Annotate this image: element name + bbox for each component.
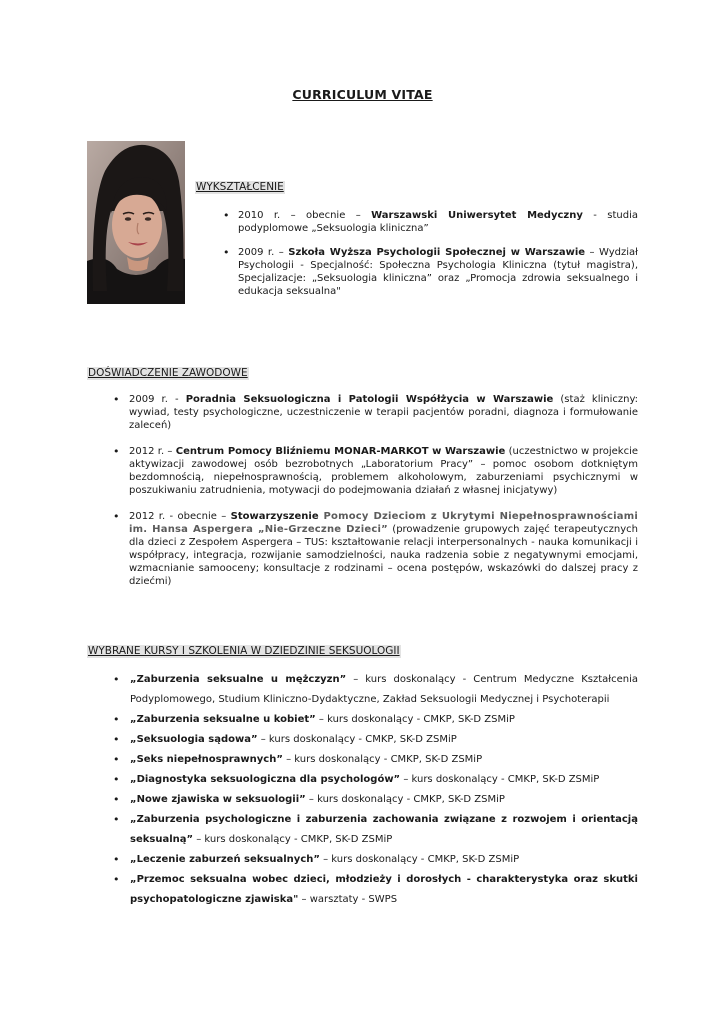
list-item: • „Seks niepełnosprawnych” – kurs doskonalący - CMKP, SK-D ZSMiP (113, 750, 638, 770)
education-list (223, 209, 638, 309)
courses-list (113, 670, 638, 910)
experience-list (113, 393, 638, 601)
list-item: • „Zaburzenia psychologiczne i zaburzenia zachowania związane z rozwojem i orientacją seksualną” – kurs doskonalący - CMKP, SK-D ZSMiP (113, 810, 638, 850)
list-item: • 2009 r. – Szkoła Wyższa Psychologii Społecznej w Warszawie – Wydział Psychologii - Specjalność: Społeczna Psychologia Kliniczna (tytuł magistra), Specjalizacje: „Seksuologia kliniczna” oraz „Promocja zdrowia seksualnego i edukacja seksualna" (223, 246, 638, 298)
list-item: • „Przemoc seksualna wobec dzieci, młodzieży i dorosłych - charakterystyka oraz skutki psychopatologiczne zjawiska" – warsztaty - SWPS (113, 870, 638, 910)
list-item: • 2012 r. – Centrum Pomocy Bliźniemu MONAR-MARKOT w Warszawie (uczestnictwo w projekcie aktywizacji zawodowej osób bezrobotnych „Laboratorium Pracy” – pomoc osobom dotkniętym bezdomnością, niepełnosprawnością, problemem alkoholowym, zaburzeniami psychicznymi w poszukiwaniu zatrudnienia, motywacji do podejmowania działań z własnej inicjatywy) (113, 445, 638, 497)
education-heading: WYKSZTAŁCENIE (196, 181, 284, 193)
list-item: • 2009 r. - Poradnia Seksuologiczna i Patologii Współżycia w Warszawie (staż kliniczny: wywiad, testy psychologiczne, uczestniczenie w terapii pacjentów poradni, diagnoza i formułowanie zaleceń) (113, 393, 638, 432)
list-item: • „Seksuologia sądowa” – kurs doskonalący - CMKP, SK-D ZSMiP (113, 730, 638, 750)
profile-photo (87, 141, 185, 304)
list-item: • „Zaburzenia seksualne u kobiet” – kurs doskonalący - CMKP, SK-D ZSMiP (113, 710, 638, 730)
list-item: • 2012 r. - obecnie – Stowarzyszenie Pomocy Dzieciom z Ukrytymi Niepełnosprawnościami im. Hansa Aspergera „Nie-Grzeczne Dzieci” (prowadzenie grupowych zajęć terapeutycznych dla dzieci z Zespołem Aspergera – TUS: kształtowanie relacji interpersonalnych - nauka komunikacji i współpracy, integracja, rozwijanie samodzielności, nauka radzenia sobie z negatywnymi emocjami, wzmacnianie samooceny; konsultacje z rodzinami – ocena postępów, wskazówki do dalszej pracy z dziećmi) (113, 510, 638, 588)
courses-heading: WYBRANE KURSY I SZKOLENIA W DZIEDZINIE SEKSUOLOGII (88, 645, 400, 657)
list-item: • „Leczenie zaburzeń seksualnych” – kurs doskonalący - CMKP, SK-D ZSMiP (113, 850, 638, 870)
experience-heading: DOŚWIADCZENIE ZAWODOWE (88, 367, 248, 379)
page-title: CURRICULUM VITAE (292, 87, 433, 102)
list-item: • „Diagnostyka seksuologiczna dla psychologów” – kurs doskonalący - CMKP, SK-D ZSMiP (113, 770, 638, 790)
portrait-image (87, 141, 185, 304)
list-item: • „Zaburzenia seksualne u mężczyzn” – kurs doskonalący - Centrum Medyczne Kształcenia Podyplomowego, Studium Kliniczno-Dydaktyczne, Zakład Seksuologii Medycznej i Psychoterapii (113, 670, 638, 710)
list-item: • 2010 r. – obecnie – Warszawski Uniwersytet Medyczny - studia podyplomowe „Seksuologia kliniczna” (223, 209, 638, 235)
list-item: • „Nowe zjawiska w seksuologii” – kurs doskonalący - CMKP, SK-D ZSMiP (113, 790, 638, 810)
